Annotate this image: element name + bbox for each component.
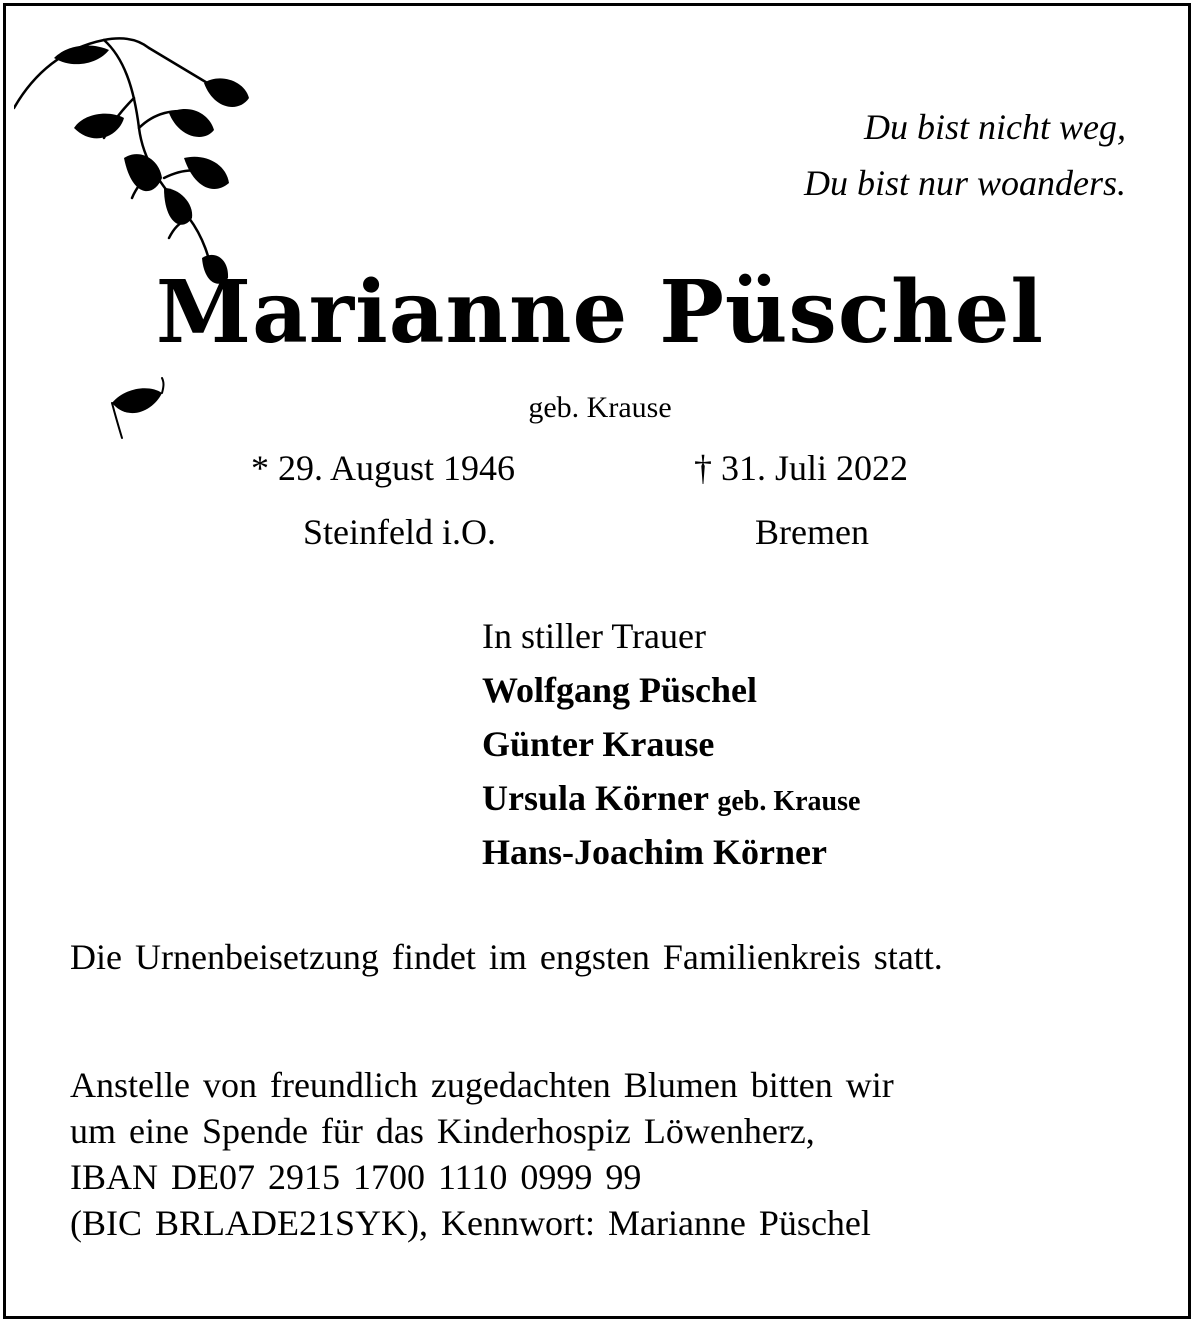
mourner-name: Hans-Joachim Körner: [482, 832, 827, 872]
branch-with-leaves-icon: [14, 18, 264, 448]
mourner-name-with-suffix: [482, 777, 860, 819]
donation-line: um eine Spende für das Kinderhospiz Löwenherz,: [70, 1111, 815, 1151]
donation-line: Anstelle von freundlich zugedachten Blumen bitten wir: [70, 1065, 894, 1105]
burial-notice: Die Urnenbeisetzung findet im engsten Familienkreis statt.: [70, 937, 943, 977]
birth-date: * 29. August 1946: [251, 448, 516, 488]
bic-keyword-line: (BIC BRLADE21SYK), Kennwort: Marianne Püschel: [70, 1203, 871, 1243]
death-date: † 31. Juli 2022: [694, 448, 909, 488]
mourner-maiden-name: geb. Krause: [717, 786, 861, 817]
mourner-name: Wolfgang Püschel: [482, 670, 758, 710]
donation-notice: [70, 1062, 1140, 1246]
maiden-name: geb. Krause: [528, 391, 672, 424]
quote-line-1: Du bist nicht weg,: [864, 107, 1126, 147]
deceased-name: Marianne Püschel: [155, 262, 1045, 363]
mourning-intro: In stiller Trauer: [482, 616, 706, 656]
birth-place: Steinfeld i.O.: [303, 512, 496, 552]
mourner-name: Günter Krause: [482, 724, 715, 764]
mourner-name: Ursula Körner: [482, 778, 709, 818]
iban-line: IBAN DE07 2915 1700 1110 0999 99: [70, 1157, 642, 1197]
obituary-card: [3, 3, 1191, 1319]
death-place: Bremen: [755, 512, 869, 552]
quote-line-2: Du bist nur woanders.: [803, 163, 1126, 203]
